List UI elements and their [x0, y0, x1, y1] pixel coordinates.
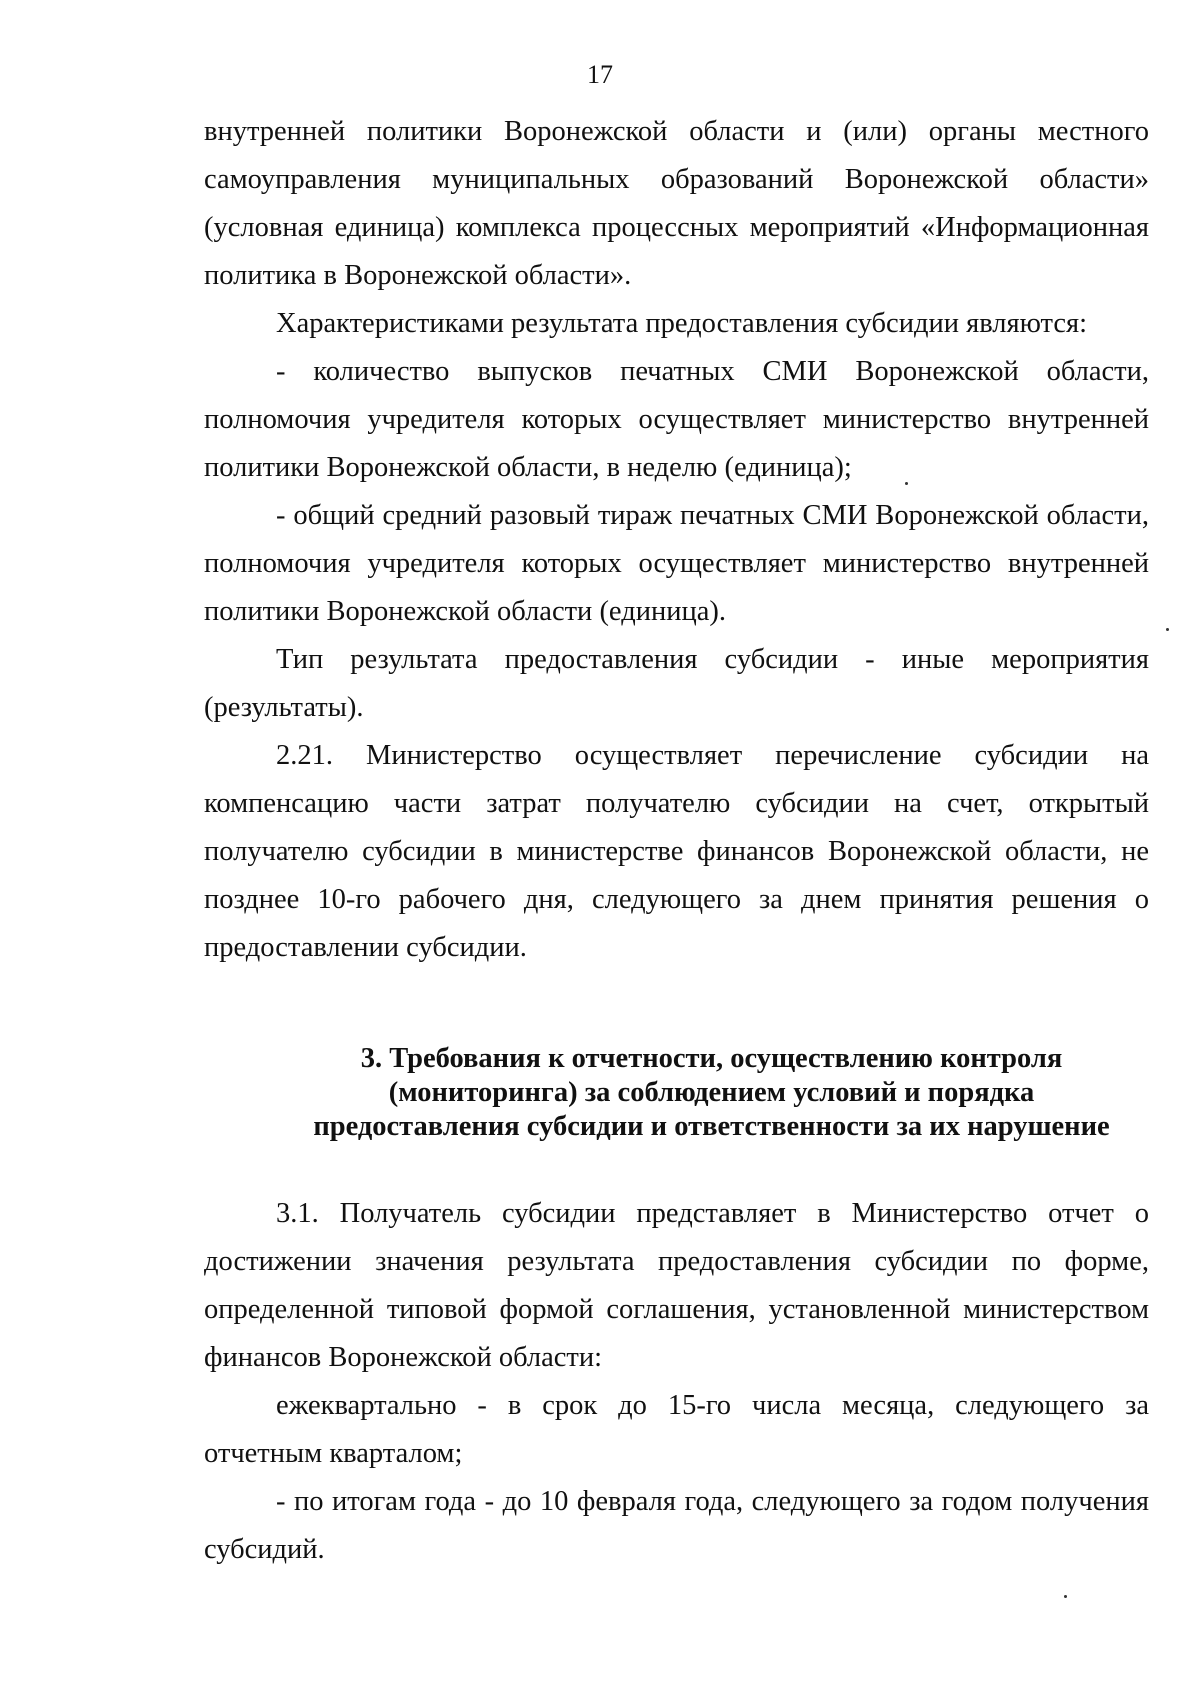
- paragraph-3-1: 3.1. Получатель субсидии представляет в Министерство отчет о достижении значения результата предоставления субсидии по форме, определенной типовой формой соглашения, установленной министерством финансов Воронежской области:: [204, 1198, 1149, 1373]
- section-heading-line: 3. Требования к отчетности, осуществлению контроля: [360, 1043, 1063, 1074]
- paragraph-2-21: 2.21. Министерство осуществляет перечисление субсидии на компенсацию части затрат получателю субсидии на счет, открытый получателю субсидии в министерстве финансов Воронежской области, не позднее 10-го рабочего дня, следующего за днем принятия решения о предоставлении субсидии.: [204, 740, 1149, 963]
- scan-speck: [1064, 1595, 1067, 1598]
- page-number: 17: [587, 60, 613, 89]
- paragraph-continuation: внутренней политики Воронежской области и (или) органы местного самоуправления муниципальных образований Воронежской области» (условная единица) комплекса процессных мероприятий «Информационная политика в Воронежской области».: [204, 116, 1149, 291]
- document-body: [204, 108, 1149, 1574]
- paragraph-result-characteristics: Характеристиками результата предоставления субсидии являются:: [276, 308, 1087, 339]
- paragraph-result-type: Тип результата предоставления субсидии - иные мероприятия (результаты).: [204, 644, 1149, 723]
- paragraph-issues-count: - количество выпусков печатных СМИ Воронежской области, полномочия учредителя которых осуществляет министерство внутренней политики Воронежской области, в неделю (единица);: [204, 356, 1149, 483]
- section-heading-line: предоставления субсидии и ответственности за их нарушение: [313, 1111, 1110, 1142]
- scan-speck: [1166, 628, 1169, 631]
- section-heading-line: (мониторинга) за соблюдением условий и порядка: [388, 1077, 1035, 1108]
- paragraph-yearly: - по итогам года - до 10 февраля года, следующего за годом получения субсидий.: [204, 1486, 1149, 1565]
- section-heading: [204, 1042, 1149, 1144]
- paragraph-quarterly: ежеквартально - в срок до 15-го числа месяца, следующего за отчетным кварталом;: [204, 1390, 1149, 1469]
- paragraph-circulation: - общий средний разовый тираж печатных СМИ Воронежской области, полномочия учредителя которых осуществляет министерство внутренней политики Воронежской области (единица).: [204, 500, 1149, 627]
- scan-speck: [905, 482, 908, 485]
